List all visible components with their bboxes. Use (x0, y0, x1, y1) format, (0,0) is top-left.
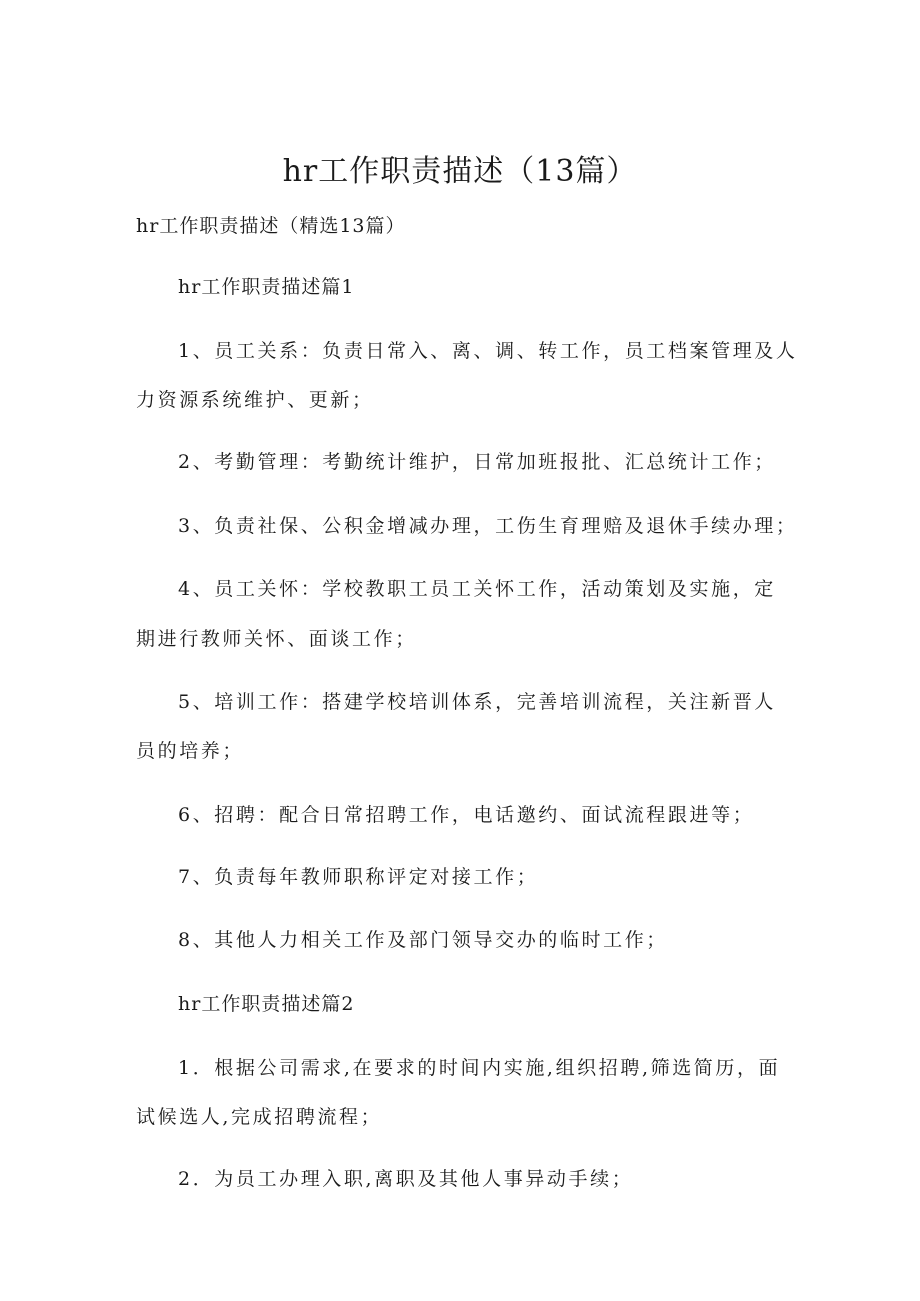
list-item-line: 员的培养； (136, 740, 245, 762)
section-heading-1: hr工作职责描述篇1 (178, 276, 355, 298)
list-item-line: 2、考勤管理：考勤统计维护，日常加班报批、汇总统计工作； (178, 451, 776, 473)
list-item-line: 8、其他人力相关工作及部门领导交办的临时工作； (178, 929, 668, 951)
list-item-line: 6、招聘：配合日常招聘工作，电话邀约、面试流程跟进等； (178, 804, 755, 826)
list-item-line: 4、员工关怀：学校教职工员工关怀工作，活动策划及实施，定 (178, 578, 776, 600)
list-item-line: 期进行教师关怀、面谈工作； (136, 628, 417, 650)
list-item-line: 1．根据公司需求,在要求的时间内实施,组织招聘,筛选简历，面 (178, 1057, 781, 1079)
list-item-line: 试候选人,完成招聘流程； (136, 1106, 383, 1128)
list-item-line: 7、负责每年教师职称评定对接工作； (178, 866, 539, 888)
section-heading-2: hr工作职责描述篇2 (178, 993, 355, 1015)
document-title: hr工作职责描述（13篇） (282, 154, 638, 189)
list-item-line: 力资源系统维护、更新； (136, 389, 374, 411)
list-item-line: 5、培训工作：搭建学校培训体系，完善培训流程，关注新晋人 (178, 691, 776, 713)
document-subtitle: hr工作职责描述（精选13篇） (136, 215, 406, 237)
list-item-line: 1、员工关系：负责日常入、离、调、转工作，员工档案管理及人 (178, 340, 798, 362)
list-item-line: 2．为员工办理入职,离职及其他人事异动手续； (178, 1168, 634, 1190)
list-item-line: 3、负责社保、公积金增减办理，工伤生育理赔及退休手续办理； (178, 515, 798, 537)
